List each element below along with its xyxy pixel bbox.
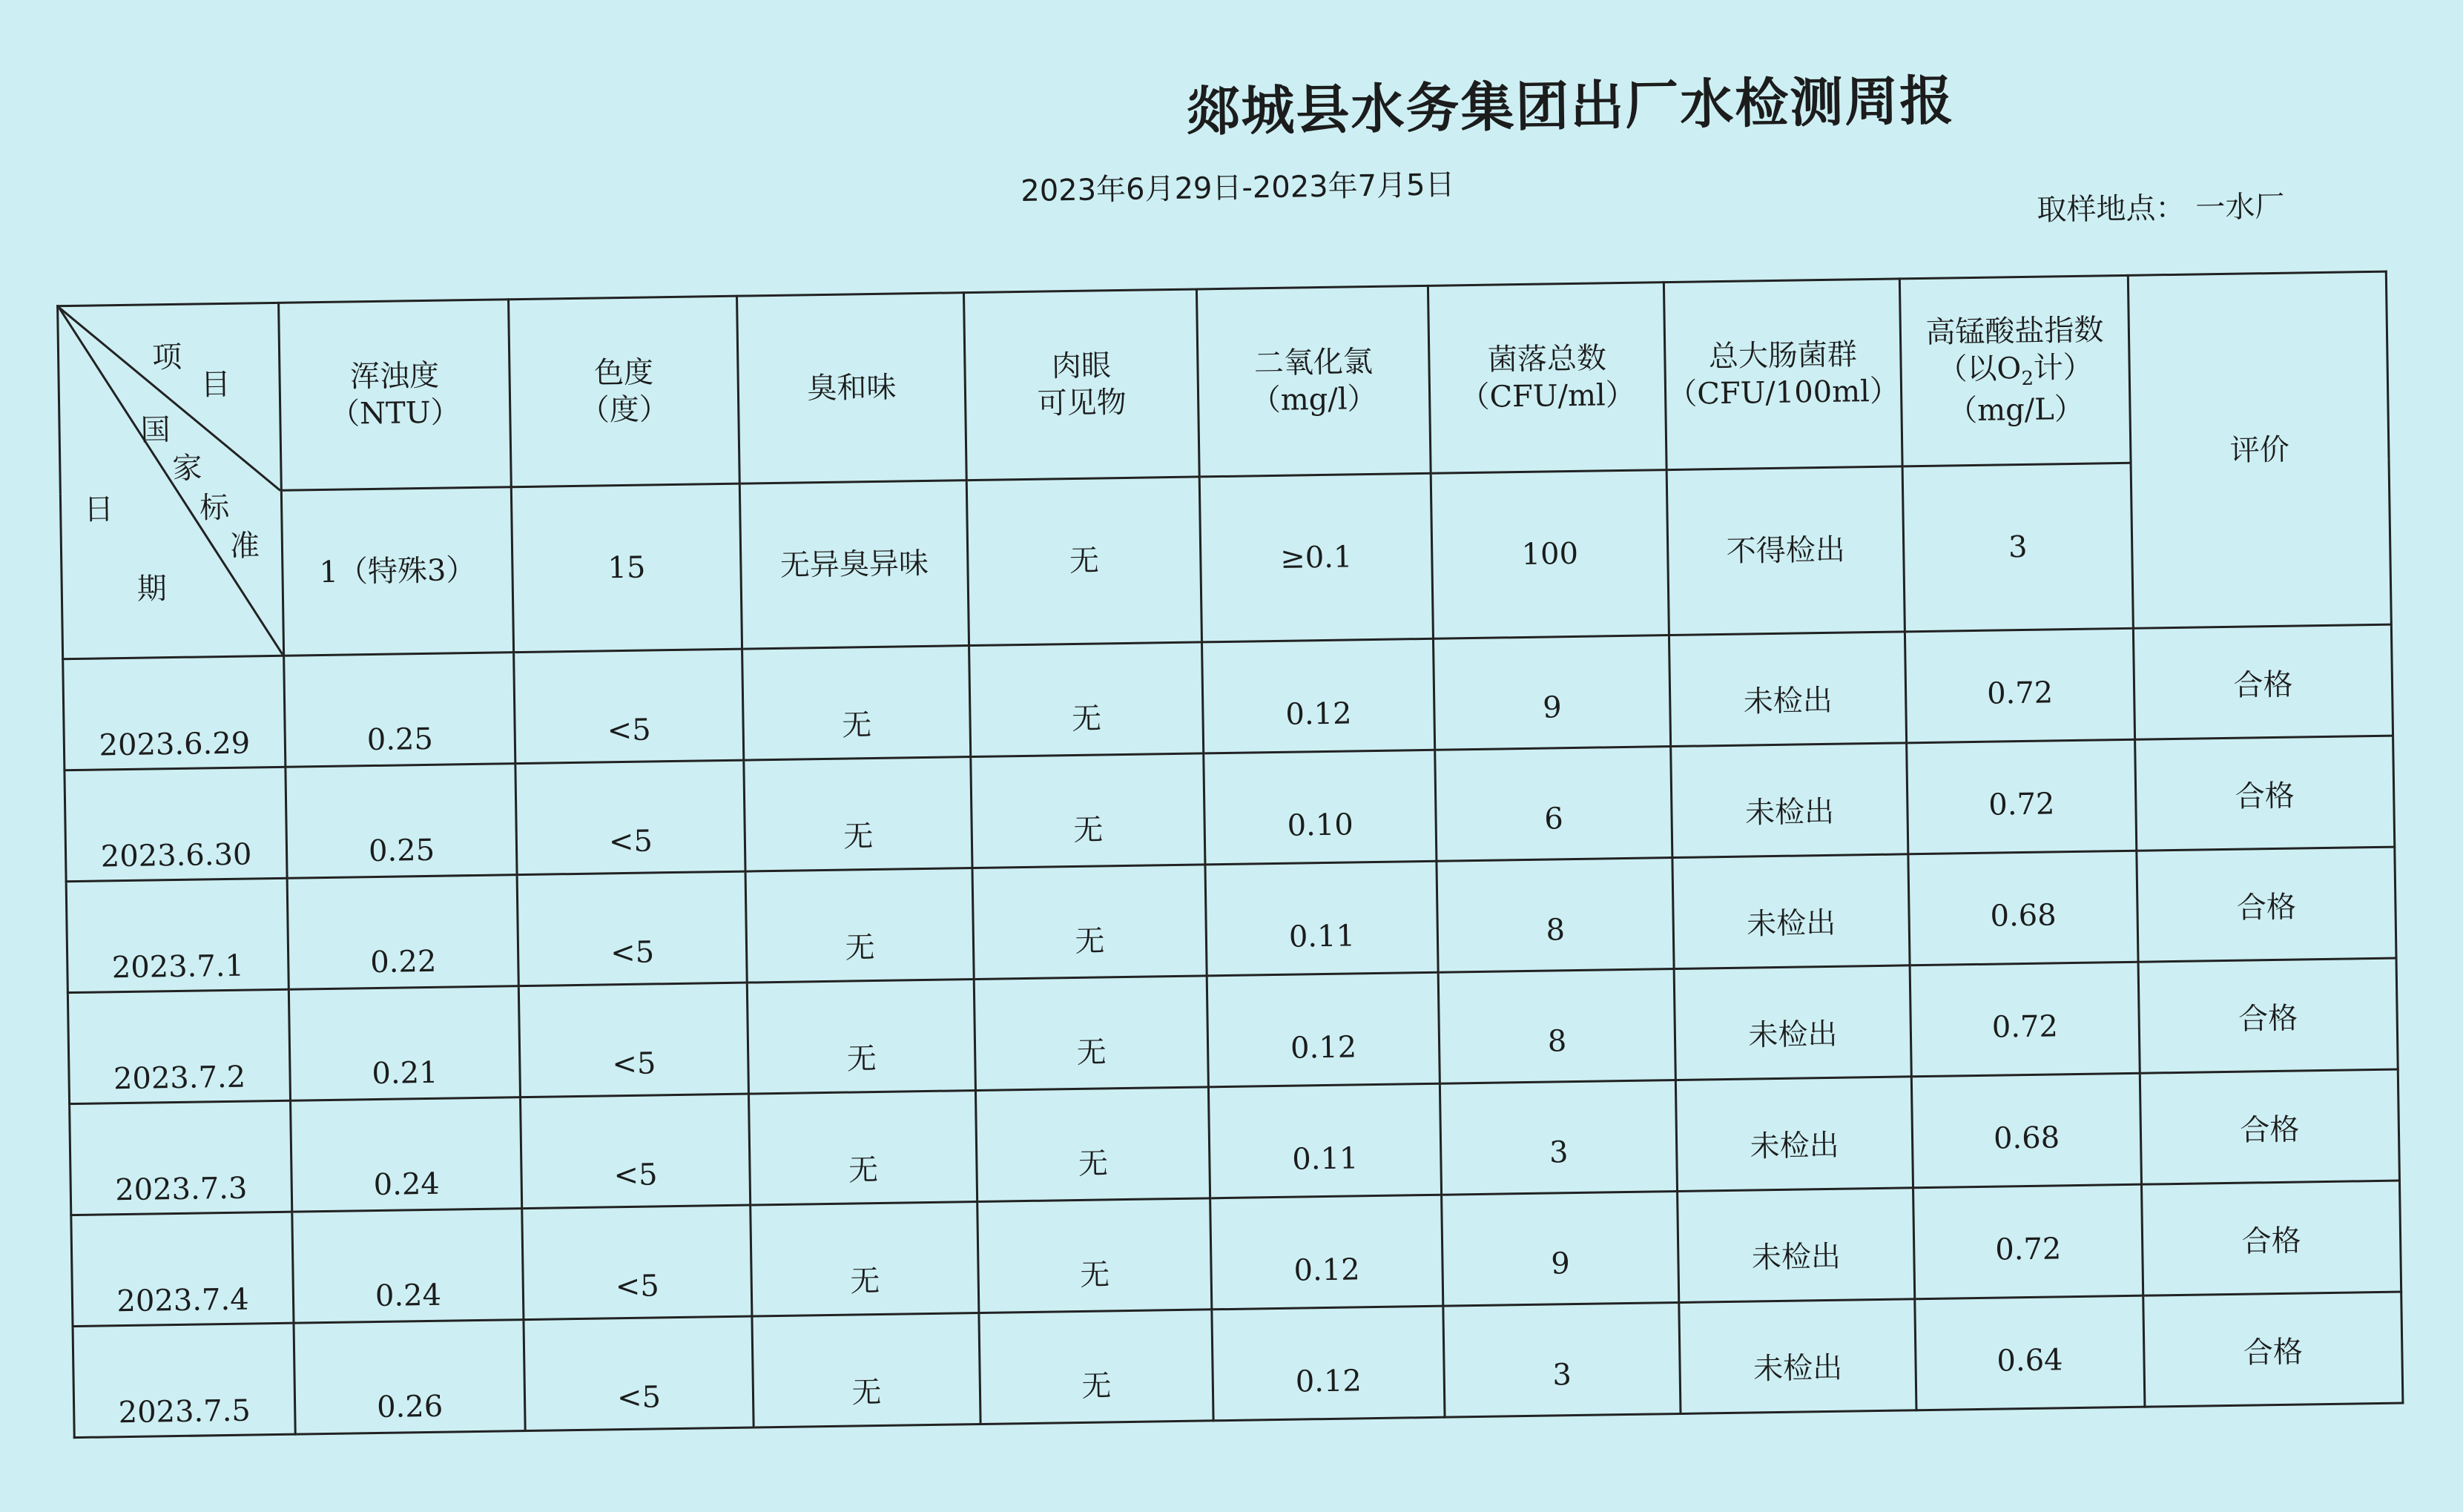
evaluation-cell: 合格 — [2141, 1181, 2401, 1295]
turbidity-cell: 0.25 — [286, 764, 517, 879]
turbidity-cell: 0.21 — [288, 986, 520, 1101]
total-coliform-cell: 未检出 — [1672, 854, 1910, 969]
permanganate-index-cell: 0.68 — [1908, 851, 2138, 965]
corner-standard-char: 准 — [229, 529, 260, 564]
standard-turbidity: 1（特殊3） — [281, 487, 513, 656]
column-header-turbidity: 浑浊度 （NTU） — [279, 300, 512, 491]
total-coliform-cell: 未检出 — [1679, 1299, 1916, 1414]
date-cell: 2023.7.5 — [73, 1323, 295, 1437]
total-coliform-cell: 未检出 — [1678, 1188, 1915, 1303]
chlorine-dioxide-cell: 0.10 — [1204, 750, 1437, 865]
color-cell: <5 — [518, 983, 748, 1097]
chlorine-dioxide-cell: 0.11 — [1205, 861, 1438, 976]
turbidity-cell: 0.24 — [292, 1209, 524, 1324]
permanganate-index-cell: 0.72 — [1905, 628, 2134, 743]
turbidity-cell: 0.24 — [291, 1097, 522, 1212]
standard-visible-matter: 无 — [966, 477, 1201, 646]
column-header-chlorine-dioxide: 二氧化氯 （mg/l） — [1196, 285, 1431, 477]
evaluation-cell: 合格 — [2140, 1069, 2399, 1184]
corner-item-char: 项 — [151, 340, 182, 375]
chlorine-dioxide-cell: 0.12 — [1207, 972, 1440, 1087]
visible-matter-cell: 无 — [975, 1087, 1210, 1202]
standard-color: 15 — [511, 483, 742, 653]
turbidity-cell: 0.26 — [294, 1320, 525, 1435]
corner-date-char: 期 — [136, 572, 168, 607]
colony-count-cell: 3 — [1443, 1302, 1681, 1417]
column-header-evaluation: 评价 — [2128, 271, 2391, 628]
chlorine-dioxide-cell: 0.12 — [1202, 638, 1435, 753]
odor-cell: 无 — [751, 1201, 979, 1316]
chlorine-dioxide-cell: 0.12 — [1210, 1195, 1443, 1310]
date-cell: 2023.7.2 — [67, 989, 290, 1103]
date-cell: 2023.6.29 — [63, 656, 286, 770]
colony-count-cell: 3 — [1440, 1080, 1677, 1195]
sampling-location-value: 一水厂 — [2195, 189, 2285, 225]
colony-count-cell: 8 — [1438, 969, 1675, 1084]
standard-chlorine-dioxide: ≥0.1 — [1199, 473, 1433, 642]
color-cell: <5 — [517, 871, 747, 986]
date-cell: 2023.7.3 — [70, 1100, 292, 1215]
color-cell: <5 — [514, 649, 744, 764]
odor-cell: 无 — [748, 1091, 977, 1206]
visible-matter-cell: 无 — [971, 753, 1205, 868]
total-coliform-cell: 未检出 — [1669, 632, 1906, 747]
column-header-total-coliform: 总大肠菌群 （CFU/100ml） — [1664, 279, 1902, 470]
visible-matter-cell: 无 — [979, 1310, 1213, 1424]
colony-count-cell: 9 — [1442, 1191, 1679, 1306]
evaluation-cell: 合格 — [2137, 847, 2396, 962]
header-row — [58, 271, 2389, 494]
total-coliform-cell: 未检出 — [1675, 1077, 1913, 1192]
color-cell: <5 — [521, 1094, 751, 1209]
corner-header-cell — [58, 303, 284, 658]
sampling-location — [2037, 183, 2285, 229]
odor-cell: 无 — [747, 980, 975, 1095]
report-title: 郯城县水务集团出厂水检测周报 — [1185, 69, 1955, 143]
total-coliform-cell: 未检出 — [1674, 965, 1911, 1080]
evaluation-cell: 合格 — [2138, 958, 2398, 1073]
standard-odor: 无异臭异味 — [739, 481, 969, 650]
total-coliform-cell: 未检出 — [1671, 743, 1908, 858]
chlorine-dioxide-cell: 0.12 — [1212, 1306, 1445, 1421]
colony-count-cell: 6 — [1435, 747, 1672, 862]
permanganate-index-cell: 0.72 — [1913, 1184, 2143, 1299]
evaluation-cell: 合格 — [2143, 1292, 2403, 1407]
color-cell: <5 — [522, 1205, 752, 1320]
turbidity-cell: 0.25 — [284, 653, 515, 767]
column-header-color: 色度 （度） — [509, 296, 740, 487]
date-cell: 2023.7.1 — [66, 878, 288, 992]
corner-standard-char: 标 — [199, 490, 230, 526]
water-quality-table — [56, 271, 2404, 1439]
visible-matter-cell: 无 — [969, 642, 1204, 757]
visible-matter-cell: 无 — [977, 1198, 1212, 1313]
chlorine-dioxide-cell: 0.11 — [1208, 1083, 1441, 1198]
visible-matter-cell: 无 — [974, 976, 1208, 1091]
corner-date-char: 日 — [83, 492, 114, 527]
standard-permanganate-index: 3 — [1902, 463, 2133, 632]
odor-cell: 无 — [744, 757, 972, 872]
permanganate-index-cell: 0.72 — [1907, 739, 2137, 854]
permanganate-index-cell: 0.64 — [1915, 1295, 2145, 1410]
report-date-range: 2023年6月29日-2023年7月5日 — [1020, 168, 1455, 208]
colony-count-cell: 9 — [1433, 635, 1670, 750]
visible-matter-cell: 无 — [972, 865, 1207, 980]
colony-count-cell: 8 — [1437, 858, 1674, 973]
turbidity-cell: 0.22 — [287, 875, 518, 990]
permanganate-index-cell: 0.72 — [1910, 962, 2140, 1077]
odor-cell: 无 — [745, 868, 974, 983]
standard-total-coliform: 不得检出 — [1666, 466, 1905, 635]
permanganate-index-cell: 0.68 — [1911, 1073, 2141, 1188]
color-cell: <5 — [524, 1316, 754, 1431]
evaluation-cell: 合格 — [2133, 624, 2393, 739]
column-header-odor: 臭和味 — [737, 293, 967, 484]
sampling-location-label: 取样地点： — [2037, 191, 2186, 228]
corner-standard-char: 国 — [140, 413, 171, 448]
standard-colony-count: 100 — [1431, 470, 1669, 639]
column-header-visible-matter: 肉眼 可见物 — [963, 289, 1199, 481]
odor-cell: 无 — [752, 1313, 980, 1427]
column-header-permanganate-index: 高锰酸盐指数 （以$O_2$计） （mg/L） — [1899, 275, 2131, 466]
odor-cell: 无 — [742, 646, 971, 761]
color-cell: <5 — [515, 760, 745, 875]
corner-item-char: 目 — [200, 367, 231, 403]
date-cell: 2023.6.30 — [65, 767, 287, 881]
date-cell: 2023.7.4 — [71, 1212, 294, 1326]
column-header-colony-count: 菌落总数 （CFU/ml） — [1428, 283, 1666, 474]
evaluation-cell: 合格 — [2135, 736, 2395, 851]
corner-standard-char: 家 — [172, 451, 202, 486]
